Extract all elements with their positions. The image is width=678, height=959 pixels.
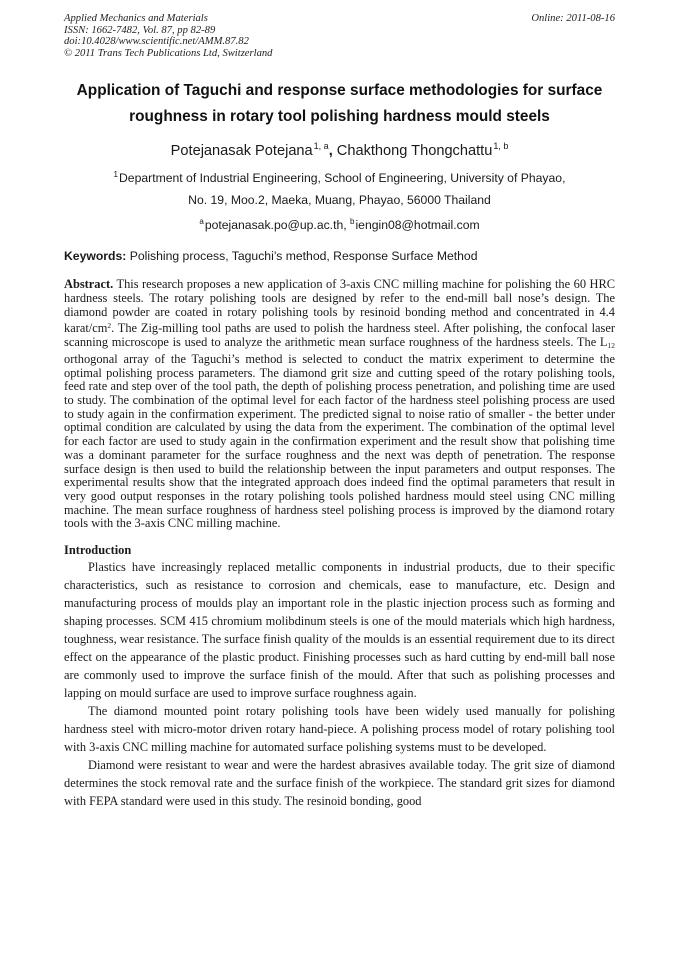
author-2: Chakthong Thongchattu <box>336 143 493 160</box>
author-1: Potejanasak Potejana <box>170 143 313 160</box>
paper-title <box>64 78 615 130</box>
journal-header <box>64 0 615 59</box>
affiliation-line-1 <box>64 164 615 189</box>
online-date: Online: 2011-08-16 <box>531 13 615 24</box>
abstract-text-2: . The Zig-milling tool paths are used to polish the hardness steel. After polishing, the confocal laser scanning microscope is used to analyze the arithmetic mean surface roughness of the hardness steels. The L <box>64 321 615 350</box>
abstract <box>64 278 615 531</box>
intro-paragraph-3: Diamond were resistant to wear and were the hardest abrasives available today. The grit size of diamond determines the stock removal rate and the surface finish of the workpiece. The standard grit sizes for diamond with FEPA standard were used in this study. The resinoid bonding, good <box>64 758 615 809</box>
email-b-mark: b <box>350 217 355 227</box>
affiliation-number: 1 <box>113 170 118 180</box>
keywords-text: Polishing process, Taguchi’s method, Response Surface Method <box>126 249 478 264</box>
email-a: potejanasak.po@up.ac.th, <box>204 218 351 233</box>
affiliation-line-2: No. 19, Moo.2, Maeka, Muang, Phayao, 56000 Thailand <box>188 193 491 208</box>
title-line-2: roughness in rotary tool polishing hardness mould steels <box>129 108 550 126</box>
email-b: iengin08@hotmail.com <box>355 218 480 233</box>
copyright-line: © 2011 Trans Tech Publications Ltd, Switzerland <box>64 47 273 59</box>
author-separator: , <box>328 143 337 160</box>
email-a-mark: a <box>199 217 204 227</box>
author-list <box>64 136 615 161</box>
journal-name: Applied Mechanics and Materials <box>64 13 208 24</box>
affiliation <box>64 164 615 236</box>
affiliation-text-1: Department of Industrial Engineering, School of Engineering, University of Phayao, <box>119 171 566 186</box>
author-2-affil-mark: 1, b <box>493 141 509 152</box>
intro-paragraph-2: The diamond mounted point rotary polishing tools have been widely used manually for polishing hardness steel with micro-motor driven rotary hand-piece. A polishing process model of rotary polishing tool with 3-axis CNC milling machine for automated surface polishing systems must to be developed. <box>64 704 615 755</box>
introduction-heading: Introduction <box>64 543 132 558</box>
keywords <box>64 248 615 264</box>
abstract-label: Abstract. <box>64 277 114 292</box>
author-1-affil-mark: 1, a <box>313 141 329 152</box>
abstract-text-1: This research proposes a new application of 3-axis CNC milling machine for polishing the 60 HRC hardness steels. The rotary polishing tools are designed by refer to the end-mill ball nose’s design. The diamond powder are coated in rotary polishing tools by resinoid bonding method and concentrated in 4.4 karat/cm <box>64 277 615 336</box>
title-line-1: Application of Taguchi and response surface methodologies for surface <box>76 82 603 100</box>
email-line <box>64 211 615 236</box>
abstract-text-3: orthogonal array of the Taguchi’s method is selected to conduct the matrix experiment to determine the optimal polishing process parameters. The diamond grit size and cutting speed of the rotary polishing tools, feed rate and step over of the tool path, the depth of polishing process penetration, and polishing time are used to study. The combination of the optimal level for each factor of the hardness steel polishing process are used to study again in the confirmation experiment. The predicted signal to noise ratio of smaller - the better under optimal condition are calculated by using the data from the experiment. The combination of the optimal level for each factor are used to study again in the confirmation experiment and the result show that polishing time was a dominant parameter for the surface roughness and the next was depth of penetration. The response surface design is then used to build the relationship between the input parameters and output responses. The experimental results show that the integrated approach does indeed find the optimal parameters that result in very good output responses in the rotary polishing tools polished hardness mould steel using CNC milling machine. The mean surface roughness of hardness steel polishing process is improved by the diamond rotary tools with the 3-axis CNC milling machine. <box>64 351 615 531</box>
doi-line: doi:10.4028/www.scientific.net/AMM.87.82 <box>64 36 249 48</box>
intro-paragraph-1: Plastics have increasingly replaced metallic components in industrial products, due to their specific characteristics, such as resistance to corrosion and chemicals, ease to manufacture, etc. Design and manufacturing process of moulds play an important role in the plastic injection process such as forming and shaping processes. SCM 415 chromium molibdinum steels is one of the mould materials which high hardness, toughness, wear resistance. The surface finish quality of the moulds is an essential requirement due to its direct effect on the appearance of the plastic product. Finishing processes such as hard cutting by end-mill ball nose are commonly used to improve the surface finish of the mould. After that such as polishing processes and lapping on mould surface are used to improve surface roughness again. <box>64 560 615 701</box>
issn-line: ISSN: 1662-7482, Vol. 87, pp 82-89 <box>64 24 216 36</box>
introduction-body <box>64 558 615 810</box>
abstract-superscript: 2 <box>107 321 112 331</box>
abstract-subscript: 12 <box>607 341 615 351</box>
keywords-label: Keywords: <box>64 249 127 264</box>
